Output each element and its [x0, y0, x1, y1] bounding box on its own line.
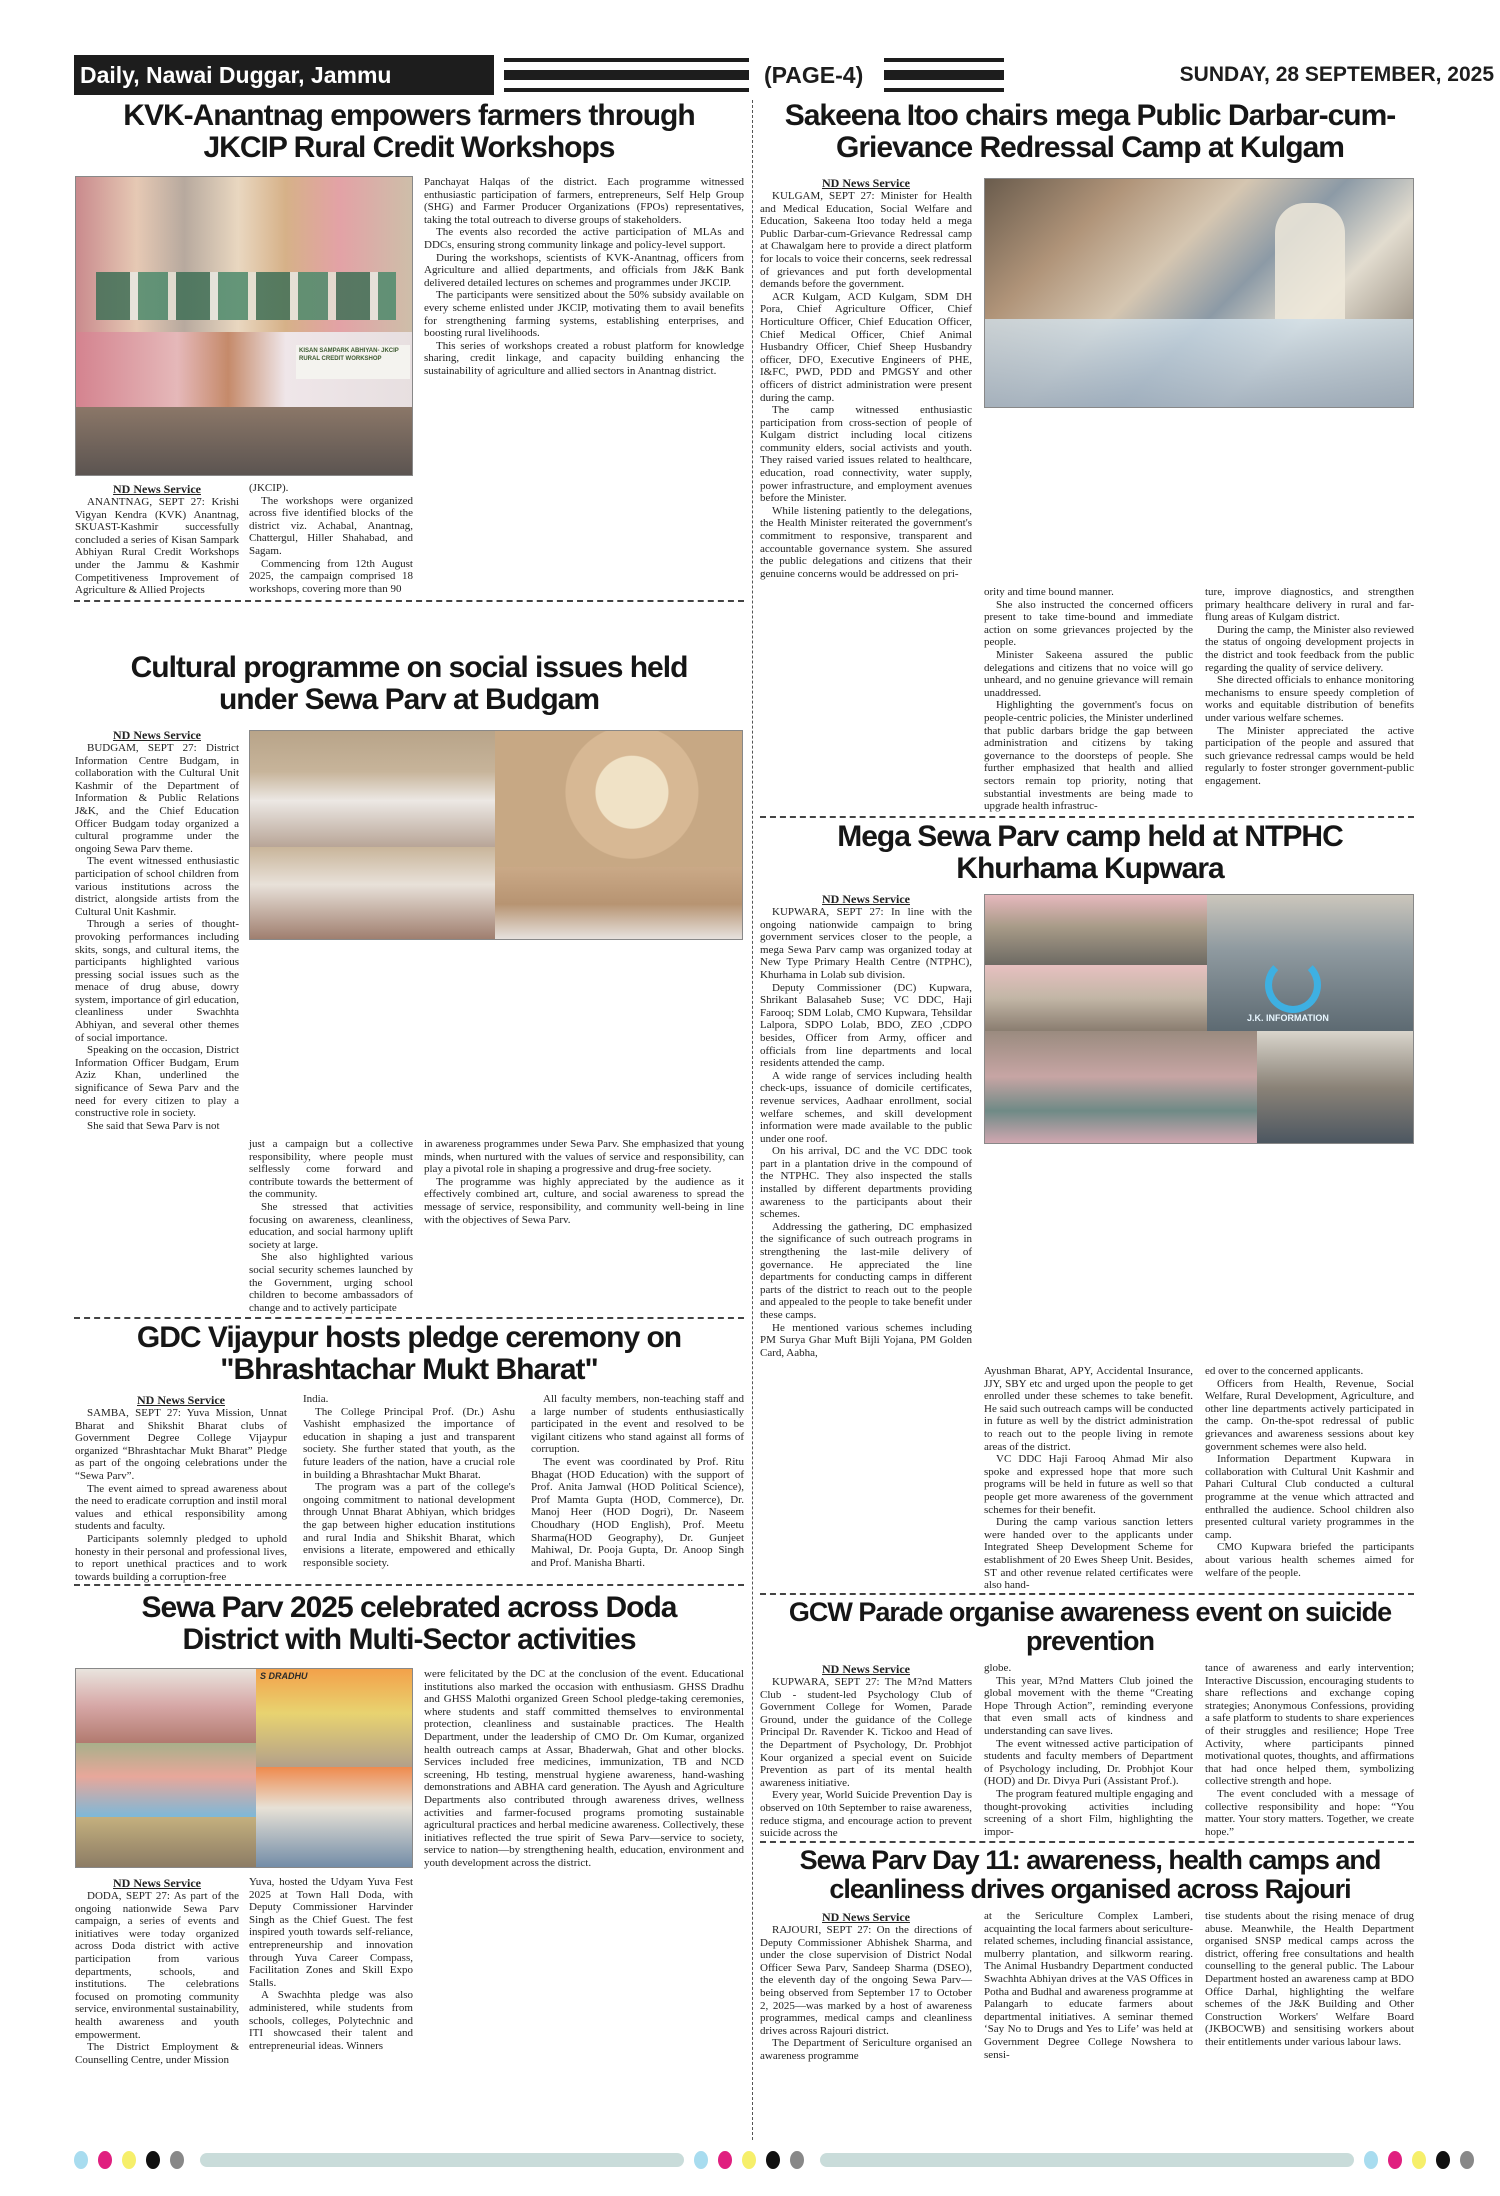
article-vijaypur-col3: All faculty members, non-teaching staff and a large number of students enthusiastically participated in the event and resolved to be vigilant citizens who stand against all forms of corruption. The event was coordinated by Prof. Ritu Bhagat (HOD Education) with the support of Prof. Anita Jamwal (HOD Political Science), Prof Mamta Gupta (HOD, Commerce), Dr. Manoj Heer (HOD Dogri), Dr. Naseem Choudhary (HOD English), Prof. Meetu Sharma(HOD Geography), Dr. Gunjeet Mahiwal, Dr. Pooja Gupta, Dr. Anoop Singh and Prof. Manisha Bharti.: [531, 1393, 744, 1569]
article-doda-photo: [75, 1668, 413, 1868]
article-rajouri-col2: at the Sericulture Complex Lamberi, acquainting the local farmers about sericulture-related schemes, including financial assistance, mulberry plantation, and silkworm rearing. The Animal Husbandry Department conducted Swachhta Abhiyan drives at the VAS Offices in Potha and Budhal and awareness programme at Palangarh to educate farmers about departmental initiatives. A seminar themed ‘Say No to Drugs and Yes to Life’ was held at Government Degree College Nowshera to sensi-: [984, 1910, 1193, 2061]
article-kupwara-col1: ND News Service KUPWARA, SEPT 27: In line with the ongoing nationwide campaign to bring government services closer to the people, a mega Sewa Parv camp was organized today at New Type Primary Health Centre (NTPHC), Khurhama in Lolab sub division. Deputy Commissioner (DC) Kupwara, Shrikant Balasaheb Suse; VC DDC, Haji Farooq; SDM Lolab, CMO Kupwara, Tehsildar Lalpora, SDPO Lolab, BDO, ZEO ,CDPO besides, Officer from Army, officer and officials from line departments and local residents attended the camp. A wide range of services including health check-ups, issuance of domicile certificates, revenue services, Aadhaar enrollment, social welfare schemes, and skill development information were made available to the public under one roof. On his arrival, DC and the VC DDC took part in a plantation drive in the compound of the NTPHC. They also inspected the stalls installed by different departments providing awareness to the participants about their schemes. Addressing the gathering, DC emphasized the significance of such outreach programs in strengthening the last-mile delivery of governance. He appreciated the line departments for conducting camps in different parts of the district to reach out to the people and appealed to the people to take benefit under these camps. He mentioned various schemes including PM Surya Ghar Muft Bijli Yojana, PM Golden Card, Aabha,: [760, 892, 972, 1359]
article-budgam-headline: [74, 652, 744, 717]
divider: [760, 816, 1414, 818]
photo-label: S DRADHU: [260, 1671, 308, 1681]
registration-dot-cyan: [1364, 2151, 1378, 2169]
masthead-rule-left: [504, 58, 749, 92]
article-doda-col3: were felicitated by the DC at the conclusion of the event. Educational institutions also marked the occasion with enthusiasm. GHSS Dradhu and GHSS Malothi organized Green School pledge-taking ceremonies, where students and staff committed themselves to environmental protection, cleanliness and sustainable practices. The Health Department, under the leadership of CMO Dr. Om Kumar, organized health outreach camps at Assar, Bhaderwah, Ghat and other blocks. Services included free medicines, immunization, TB and NCD screening, Hb testing, menstrual hygiene awareness, hand-washing demonstrations and ABHA card generation. The Ayush and Agriculture Departments also contributed through awareness drives, wellness activities and farmer-focused programs promoting sustainable agricultural practices and herbal medicine awareness. Collectively, these initiatives reflected the true spirit of Sewa Parv—service to society, service to nation—by strengthening health, education, environment and youth development across the district.: [424, 1668, 744, 1869]
article-rajouri-col1: ND News Service RAJOURI, SEPT 27: On the directions of Deputy Commissioner Abhishek Sharma, and under the close supervision of District Nodal Officer Sewa Parv, Sandeep Sharma (DSEO), the eleventh day of the ongoing Sewa Parv—being observed from September 17 to October 2, 2025—was marked by a host of awareness programmes, medical camps and cleanliness drives across Rajouri district. The Department of Sericulture organised an awareness programme: [760, 1910, 972, 2062]
article-kvk-headline: [74, 100, 744, 165]
headline-line: District with Multi-Sector activities: [182, 1623, 636, 1657]
article-kulgam-col3: ture, improve diagnostics, and strengthen primary healthcare delivery in rural and far-flung areas of Kulgam district. During the camp, the Minister also reviewed the status of ongoing development projects in the district and took feedback from the public regarding the quality of service delivery. She directed officials to enhance monitoring mechanisms to ensure speedy completion of works and equitable distribution of benefits under various welfare schemes. The Minister appreciated the active participation of the people and assured that such grievance redressal camps would be held regularly to foster stronger government-public engagement.: [1205, 586, 1414, 787]
column-divider: [752, 100, 753, 2140]
headline-line: Sakeena Itoo chairs mega Public Darbar-cum-: [784, 99, 1396, 132]
article-kupwara-headline: [760, 821, 1420, 886]
registration-dot-grey: [790, 2151, 804, 2169]
byline: ND News Service: [822, 1662, 910, 1676]
divider: [760, 1593, 1414, 1595]
byline: ND News Service: [137, 1393, 225, 1407]
headline-line: KVK-Anantnag empowers farmers through: [123, 99, 695, 132]
article-gcw-headline: [760, 1598, 1420, 1656]
article-kupwara-photo: [984, 894, 1414, 1144]
registration-dot-cyan: [74, 2151, 88, 2169]
article-doda-col2: Yuva, hosted the Udyam Yuva Fest 2025 at Town Hall Doda, with Deputy Commissioner Harvinder Singh as the Chief Guest. The fest inspired youth towards self-reliance, entrepreneurship and innovation through Yuva Career Compass, Facilitation Zones and Skill Expo Stalls. A Swachhta pledge was also administered, while students from schools, colleges, Polytechnic and ITI showcased their talent and entrepreneurial ideas. Winners: [249, 1876, 413, 2052]
headline-line: GCW Parade organise awareness event on suicide prevention: [788, 1597, 1392, 1657]
article-vijaypur-col1: ND News Service SAMBA, SEPT 27: Yuva Mission, Unnat Bharat and Shikshit Bharat clubs of Government Degree College Vijaypur organized “Bhrashtachar Mukt Bharat” Pledge as part of the ongoing celebrations under the “Sewa Parv”. The event aimed to spread awareness about the need to eradicate corruption and instil moral values and ethical responsibility among students and faculty. Participants solemnly pledged to uphold honesty in their personal and professional lives, to report unethical practices and to work towards building a corruption-free: [75, 1393, 287, 1583]
article-vijaypur-col2: India. The College Principal Prof. (Dr.) Ashu Vashisht emphasized the importance of education in shaping a just and transparent society. She further stated that youth, as the future leaders of the nation, have a crucial role in building a Bhrashtachar Mukt Bharat. The program was a part of the college's ongoing commitment to national development through Unnat Bharat Abhiyan, which bridges the gap between higher education institutions and rural India and Shikshit Bharat, which envisions a literate, empowered and ethically responsible society.: [303, 1393, 515, 1569]
article-budgam-col1: ND News Service BUDGAM, SEPT 27: District Information Centre Budgam, in collaboration with the Cultural Unit Kashmir of the Department of Information & Public Relations J&K, and the Chief Education Officer Budgam today organized a cultural programme under the ongoing Sewa Parv theme. The event witnessed enthusiastic participation of school children from various institutions across the district, alongside artists from the Cultural Unit Kashmir. Through a series of thought-provoking performances including skits, songs, and cultural items, the participants highlighted various pressing social issues such as the menace of drug abuse, dowry system, importance of girl education, cleanliness under Swachhta Abhiyan, and several other themes of social importance. Speaking on the occasion, District Information Officer Budgam, Erum Aziz Khan, underlined the significance of Sewa Parv and the need for every citizen to play a constructive role in society. She said that Sewa Parv is not: [75, 728, 239, 1132]
article-kulgam-col2: ority and time bound manner. She also instructed the concerned officers present to take time-bound and immediate action on some grievances projected by the people. Minister Sakeena assured the public delegations and citizens that no voice will go unheard, and no genuine grievance will remain unaddressed. Highlighting the government's focus on people-centric policies, the Minister underlined that public darbars bridge the gap between administration and citizens by taking governance to the doorsteps of people. She further emphasized that health and allied sectors remain top priority, noting that substantial investments are being made to upgrade health infrastruc-: [984, 586, 1193, 813]
masthead-rule-right: [884, 58, 1004, 92]
article-kvk-col2: (JKCIP). The workshops were organized across five identified blocks of the district viz. Achabal, Anantnag, Chattergul, Hiller Shahabad, and Sagam. Commencing from 12th August 2025, the campaign comprised 18 workshops, covering more than 90: [249, 482, 413, 595]
byline: ND News Service: [113, 482, 201, 496]
article-doda-headline: [74, 1592, 744, 1657]
registration-strip: [820, 2153, 1354, 2167]
headline-line: Khurhama Kupwara: [956, 852, 1224, 886]
byline: ND News Service: [113, 1876, 201, 1890]
page-number: (PAGE-4): [764, 62, 864, 88]
photo-label: J.K. INFORMATION: [1247, 1013, 1329, 1023]
divider: [760, 1841, 1414, 1843]
article-rajouri-col3: tise students about the rising menace of drug abuse. Meanwhile, the Health Department organised SNSP medical camps across the district, offering free consultations and health counselling to the general public. The Labour Department hosted an awareness camp at BDO Office Darhal, highlighting the welfare schemes of the J&K Building and Other Construction Workers' Welfare Board (JKBOCWB) and sensitising workers about their entitlements under various labour laws.: [1205, 1910, 1414, 2048]
article-kupwara-col2: Ayushman Bharat, APY, Accidental Insurance, JJY, SBY etc and urged upon the people to get enrolled under these schemes to take benefit. He said such outreach camps will be conducted in future as well by the district administration to reach out to the people living in remote areas of the district. VC DDC Haji Farooq Ahmad Mir also spoke and expressed hope that more such programs will be held in future as well so that people get more awareness of the government schemes for their benefit. During the camp various sanction letters were handed over to the applicants under Integrated Sheep Development Scheme for establishment of 20 Ewes Sheep Unit. Besides, ST and other revenue related certificates were also hand-: [984, 1365, 1193, 1592]
registration-dot-yellow: [122, 2151, 136, 2169]
divider: [74, 1584, 744, 1586]
photo-banner-text: KISAN SAMPARK ABHIYAN- JKCIP RURAL CREDIT WORKSHOP: [299, 348, 399, 362]
print-registration-strip: [74, 2150, 1494, 2170]
article-budgam-col2: just a campaign but a collective responsibility, where people must selflessly come forward and contribute towards the betterment of the community. She stressed that activities focusing on awareness, cleanliness, education, and social harmony uplift society at large. She also highlighted various social security schemes launched by the Government, urging school children to become ambassadors of change and to actively participate: [249, 1138, 413, 1314]
divider: [74, 600, 744, 602]
article-vijaypur-headline: [74, 1322, 744, 1387]
article-budgam-photo: [249, 730, 743, 940]
masthead: [74, 55, 1494, 95]
headline-line: cleanliness drives organised across Rajouri: [829, 1874, 1351, 1905]
registration-dot-cyan: [694, 2151, 708, 2169]
registration-dot-grey: [170, 2151, 184, 2169]
issue-date: SUNDAY, 28 SEPTEMBER, 2025: [1179, 63, 1494, 86]
byline: ND News Service: [822, 892, 910, 906]
registration-dot-yellow: [742, 2151, 756, 2169]
registration-dot-black: [766, 2151, 780, 2169]
article-kulgam-headline: [760, 100, 1420, 165]
headline-line: Grievance Redressal Camp at Kulgam: [836, 131, 1344, 165]
headline-line: Cultural programme on social issues held: [130, 651, 688, 684]
headline-line: Sewa Parv 2025 celebrated across Doda: [141, 1591, 677, 1624]
article-kupwara-col3: ed over to the concerned applicants. Officers from Health, Revenue, Social Welfare, Rural Development, Agriculture, and other line departments actively participated in the camp. On-the-spot redressal of public grievances and awareness sessions about key government schemes were also held. Information Department Kupwara in collaboration with Cultural Unit Kashmir and Pahari Cultural Club conducted a cultural programme at the venue which attracted and enthralled the audience. School children also presented cultural variety programmes in the camp. CMO Kupwara briefed the participants about various health schemes aimed for welfare of the people.: [1205, 1365, 1414, 1579]
article-gcw-col3: tance of awareness and early intervention; Interactive Discussion, encouraging students to share reflections and exchange coping strategies; Anonymous Confessions, providing a safe platform to students to share experiences of their struggles and resilience; Hope Tree Activity, where participants pinned motivational quotes, thoughts, and affirmations that had once helped them, symbolizing collective strength and hope. The event concluded with a message of collective responsibility and hope: “You matter. Your story matters. Together, we create hope.”: [1205, 1662, 1414, 1838]
headline-line: GDC Vijaypur hosts pledge ceremony on: [136, 1321, 682, 1354]
article-budgam-col3: in awareness programmes under Sewa Parv. She emphasized that young minds, when nurtured with the values of service and responsibility, can play a pivotal role in shaping a progressive and drug-free society. The programme was highly appreciated by the audience as it effectively combined art, culture, and social awareness to spread the message of service, responsibility, and community well-being in line with the objectives of Sewa Parv.: [424, 1138, 744, 1226]
article-doda-col1: ND News Service DODA, SEPT 27: As part of the ongoing nationwide Sewa Parv campaign, a series of events and initiatives were today organized across Doda district with active participation from various departments, schools, and institutions. The celebrations focused on promoting community service, environmental sustainability, health awareness and youth empowerment. The District Employment & Counselling Centre, under Mission: [75, 1876, 239, 2066]
newspaper-name: Daily, Nawai Duggar, Jammu: [74, 55, 494, 95]
byline: ND News Service: [113, 728, 201, 742]
article-gcw-col1: ND News Service KUPWARA, SEPT 27: The M?nd Matters Club - student-led Psychology Club of Government College for Women, Parade Ground, under the guidance of the College Principal Dr. Ravender K. Tickoo and Head of the Department of Psychology, Dr. Probhjot Kour organized a special event on Suicide Prevention as part of its mental health awareness initiative. Every year, World Suicide Prevention Day is observed on 10th September to raise awareness, reduce stigma, and encourage action to prevent suicide across the: [760, 1662, 972, 1840]
article-kvk-col1: ND News Service ANANTNAG, SEPT 27: Krishi Vigyan Kendra (KVK) Anantnag, SKUAST-Kashmir successfully concluded a series of Kisan Sampark Abhiyan Rural Credit Workshops under the Jammu & Kashmir Competitiveness Improvement of Agriculture & Allied Projects: [75, 482, 239, 597]
article-kvk-photo: [75, 176, 413, 476]
registration-dot-yellow: [1412, 2151, 1426, 2169]
headline-line: JKCIP Rural Credit Workshops: [203, 131, 615, 165]
article-kulgam-col1: ND News Service KULGAM, SEPT 27: Minister for Health and Medical Education, Social Welfare and Education, Sakeena Itoo today held a mega Public Darbar-cum-Grievance Redressal camp at Chawalgam here to provide a direct platform for locals to voice their concerns, seek redressal of grievances and put forth developmental demands before the government. ACR Kulgam, ACD Kulgam, SDM DH Pora, Chief Agriculture Officer, Chief Horticulture Officer, Chief Education Officer, Chief Medical Officer, Chief Animal Husbandry Officer, Chief Sheep Husbandry officer, DFO, Executive Engineers of PHE, I&FC, PWD, PDD and PMGSY and other officers of district administration were present during the camp. The camp witnessed enthusiastic participation from cross-section of people of Kulgam district including local citizens community elders, social activists and youth. They raised varied issues related to healthcare, education, road connectivity, water supply, power infrastructure, and employment avenues before the Minister. While listening patiently to the delegations, the Health Minister reiterated the government's commitment to responsive, transparent and accountable governance system. She assured the public delegations and citizens that their genuine concerns would be addressed on pri-: [760, 176, 972, 580]
headline-line: "Bhrashtachar Mukt Bharat": [220, 1353, 598, 1387]
article-kulgam-photo: [984, 178, 1414, 408]
registration-strip: [200, 2153, 684, 2167]
byline: ND News Service: [822, 1910, 910, 1924]
registration-dot-grey: [1460, 2151, 1474, 2169]
divider: [74, 1317, 744, 1319]
registration-dot-black: [1436, 2151, 1450, 2169]
headline-line: under Sewa Parv at Budgam: [218, 683, 600, 717]
registration-dot-magenta: [718, 2151, 732, 2169]
registration-dot-magenta: [1388, 2151, 1402, 2169]
headline-line: Sewa Parv Day 11: awareness, health camps and: [799, 1845, 1381, 1875]
registration-dot-black: [146, 2151, 160, 2169]
article-kvk-col3: Panchayat Halqas of the district. Each programme witnessed enthusiastic participation of farmers, entrepreneurs, Self Help Group (SHG) and Farmer Producer Organizations (FPOs) representatives, taking the total outreach to diverse groups of stakeholders. The events also recorded the active participation of MLAs and DDCs, ensuring strong community linkage and policy-level support. During the workshops, scientists of KVK-Anantnag, officers from Agriculture and allied departments, and officials from J&K Bank delivered detailed lectures on schemes and programmes under JKCIP. The participants were sensitized about the 50% subsidy available on every scheme enlisted under JKCIP, motivating them to avail benefits for strengthening farming systems, establishing enterprises, and boosting rural livelihoods. This series of workshops created a robust platform for knowledge sharing, credit linkage, and capacity building enhancing the sustainability of agriculture and allied sectors in Anantnag district.: [424, 176, 744, 377]
byline: ND News Service: [822, 176, 910, 190]
registration-dot-magenta: [98, 2151, 112, 2169]
headline-line: Mega Sewa Parv camp held at NTPHC: [837, 820, 1343, 853]
article-rajouri-headline: [760, 1846, 1420, 1904]
article-gcw-col2: globe. This year, M?nd Matters Club joined the global movement with the theme “Creating Hope Through Action”, reminding everyone that even small acts of kindness and understanding can save lives. The event witnessed active participation of students and faculty members of Department of Psychology including, Dr. Probhjot Kour (HOD) and Dr. Divya Puri (Assistant Prof.). The program featured multiple engaging and thought-provoking activities including screening of a short Film, highlighting the impor-: [984, 1662, 1194, 1838]
